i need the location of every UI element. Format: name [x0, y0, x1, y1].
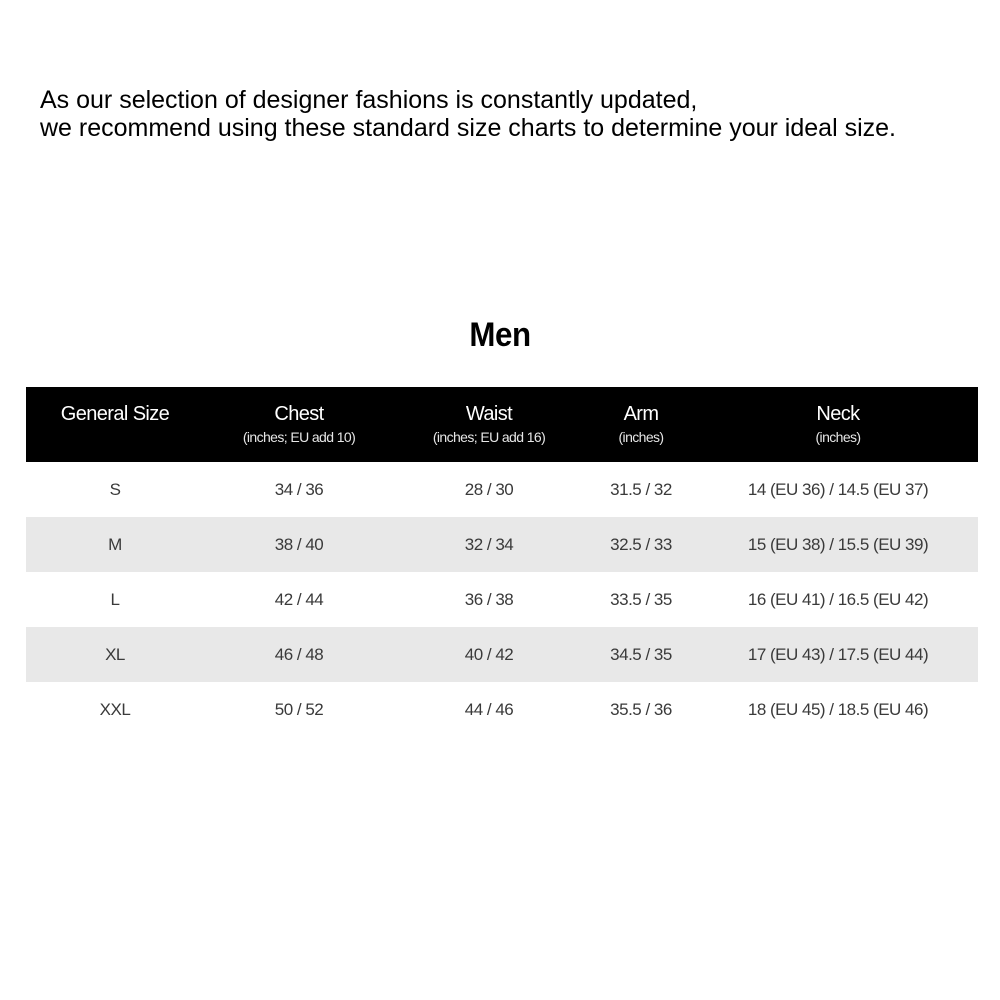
- cell-neck: 15 (EU 38) / 15.5 (EU 39): [747, 534, 929, 554]
- header-unit-note: (inches; EU add 16): [432, 429, 546, 445]
- header-label: Waist: [465, 403, 513, 425]
- header-unit-note: (inches): [815, 429, 861, 445]
- header-unit-note: (inches): [618, 429, 664, 445]
- cell-arm: 35.5 / 36: [610, 699, 672, 719]
- cell-arm: 33.5 / 35: [610, 589, 672, 609]
- header-unit-note: (inches; EU add 10): [242, 429, 356, 445]
- header-arm: [584, 387, 698, 462]
- table-header-row: [26, 387, 978, 462]
- intro-line-1: As our selection of designer fashions is constantly updated,: [40, 86, 698, 114]
- cell-general-size: S: [109, 479, 121, 499]
- section-title: Men: [469, 316, 531, 354]
- cell-neck: 18 (EU 45) / 18.5 (EU 46): [747, 699, 929, 719]
- cell-waist: 44 / 46: [464, 699, 514, 719]
- header-chest: [204, 387, 394, 462]
- cell-chest: 42 / 44: [274, 589, 324, 609]
- cell-waist: 40 / 42: [464, 644, 514, 664]
- cell-neck: 16 (EU 41) / 16.5 (EU 42): [747, 589, 929, 609]
- header-label: Arm: [623, 403, 659, 425]
- header-general-size: [26, 387, 204, 462]
- header-label: General Size: [60, 403, 170, 425]
- cell-arm: 31.5 / 32: [610, 479, 672, 499]
- cell-arm: 32.5 / 33: [610, 534, 672, 554]
- cell-chest: 34 / 36: [274, 479, 324, 499]
- cell-neck: 17 (EU 43) / 17.5 (EU 44): [747, 644, 929, 664]
- intro-text: [40, 86, 990, 142]
- header-label: Neck: [816, 403, 860, 425]
- cell-general-size: XL: [105, 644, 125, 664]
- table-row: [26, 627, 978, 682]
- header-label: Chest: [274, 403, 324, 425]
- cell-waist: 28 / 30: [464, 479, 514, 499]
- cell-waist: 32 / 34: [464, 534, 514, 554]
- header-neck: [698, 387, 978, 462]
- cell-neck: 14 (EU 36) / 14.5 (EU 37): [747, 479, 929, 499]
- cell-waist: 36 / 38: [464, 589, 514, 609]
- cell-general-size: M: [108, 534, 122, 554]
- size-chart-table: [26, 387, 978, 737]
- table-row: [26, 517, 978, 572]
- cell-general-size: XXL: [99, 699, 131, 719]
- table-row: [26, 682, 978, 737]
- cell-chest: 38 / 40: [274, 534, 324, 554]
- cell-arm: 34.5 / 35: [610, 644, 672, 664]
- intro-line-2: we recommend using these standard size charts to determine your ideal size.: [40, 114, 896, 142]
- header-waist: [394, 387, 584, 462]
- table-row: [26, 572, 978, 627]
- cell-general-size: L: [110, 589, 120, 609]
- cell-chest: 50 / 52: [274, 699, 324, 719]
- cell-chest: 46 / 48: [274, 644, 324, 664]
- table-row: [26, 462, 978, 517]
